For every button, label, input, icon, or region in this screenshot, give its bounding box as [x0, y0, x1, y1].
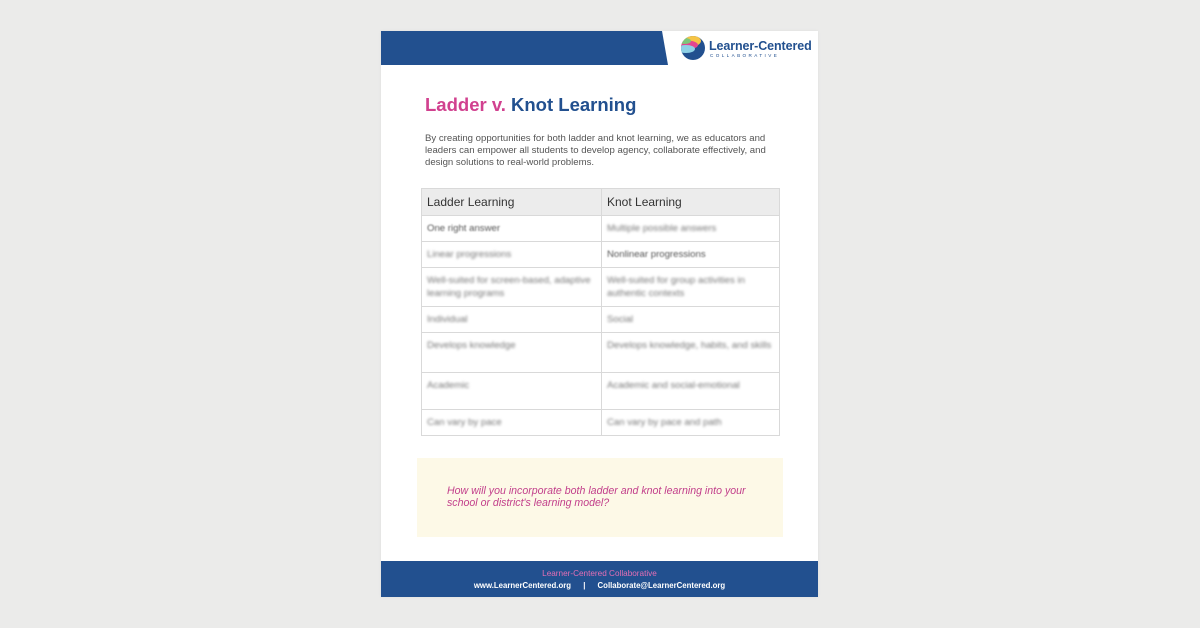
table-cell: Can vary by pace and path: [602, 410, 780, 436]
logo: [674, 31, 818, 65]
table-cell: Can vary by pace: [422, 410, 602, 436]
reflection-question-box: [417, 458, 783, 537]
table-row: [422, 268, 780, 307]
footer: [381, 561, 818, 597]
footer-separator: |: [583, 581, 586, 590]
logo-subtitle: COLLABORATIVE: [710, 53, 780, 58]
table-cell: Academic and social-emotional: [602, 373, 780, 410]
table-cell: Linear progressions: [422, 242, 602, 268]
footer-website-link[interactable]: www.LearnerCentered.org: [473, 581, 572, 590]
logo-name: Learner-Centered: [709, 39, 812, 53]
table-cell: Individual: [422, 307, 602, 333]
table-row: [422, 373, 780, 410]
table-header-row: [422, 189, 780, 216]
title-part-ladder: Ladder v.: [425, 94, 506, 115]
table-row: [422, 410, 780, 436]
logo-sphere-icon: [680, 35, 706, 61]
table-cell: Multiple possible answers: [602, 216, 780, 242]
title-part-knot: Knot Learning: [511, 94, 637, 115]
document-page: [381, 31, 818, 597]
table-cell: One right answer: [422, 216, 602, 242]
comparison-table: [421, 188, 780, 436]
header-knot: Knot Learning: [602, 189, 780, 216]
table-cell: Academic: [422, 373, 602, 410]
header-ladder: Ladder Learning: [422, 189, 602, 216]
table-row: [422, 216, 780, 242]
footer-email-link[interactable]: Collaborate@LearnerCentered.org: [597, 581, 726, 590]
reflection-question: How will you incorporate both ladder and knot learning into your school or district's learning model?: [447, 485, 746, 510]
table-cell: Social: [602, 307, 780, 333]
page-title: [425, 94, 636, 116]
table-cell: Well-suited for screen-based, adaptive learning programs: [422, 268, 602, 307]
table-cell: Develops knowledge: [422, 333, 602, 373]
intro-paragraph: By creating opportunities for both ladder and knot learning, we as educators and leaders can empower all students to develop agency, collaborate effectively, and design solutions to real-world problems.: [425, 133, 766, 168]
table-row: [422, 333, 780, 373]
table-row: [422, 307, 780, 333]
table-cell: Nonlinear progressions: [602, 242, 780, 268]
table-cell: Develops knowledge, habits, and skills: [602, 333, 780, 373]
table-row: [422, 242, 780, 268]
footer-links: [381, 581, 818, 590]
footer-org-name: Learner-Centered Collaborative: [542, 569, 657, 578]
table-cell: Well-suited for group activities in authentic contexts: [602, 268, 780, 307]
